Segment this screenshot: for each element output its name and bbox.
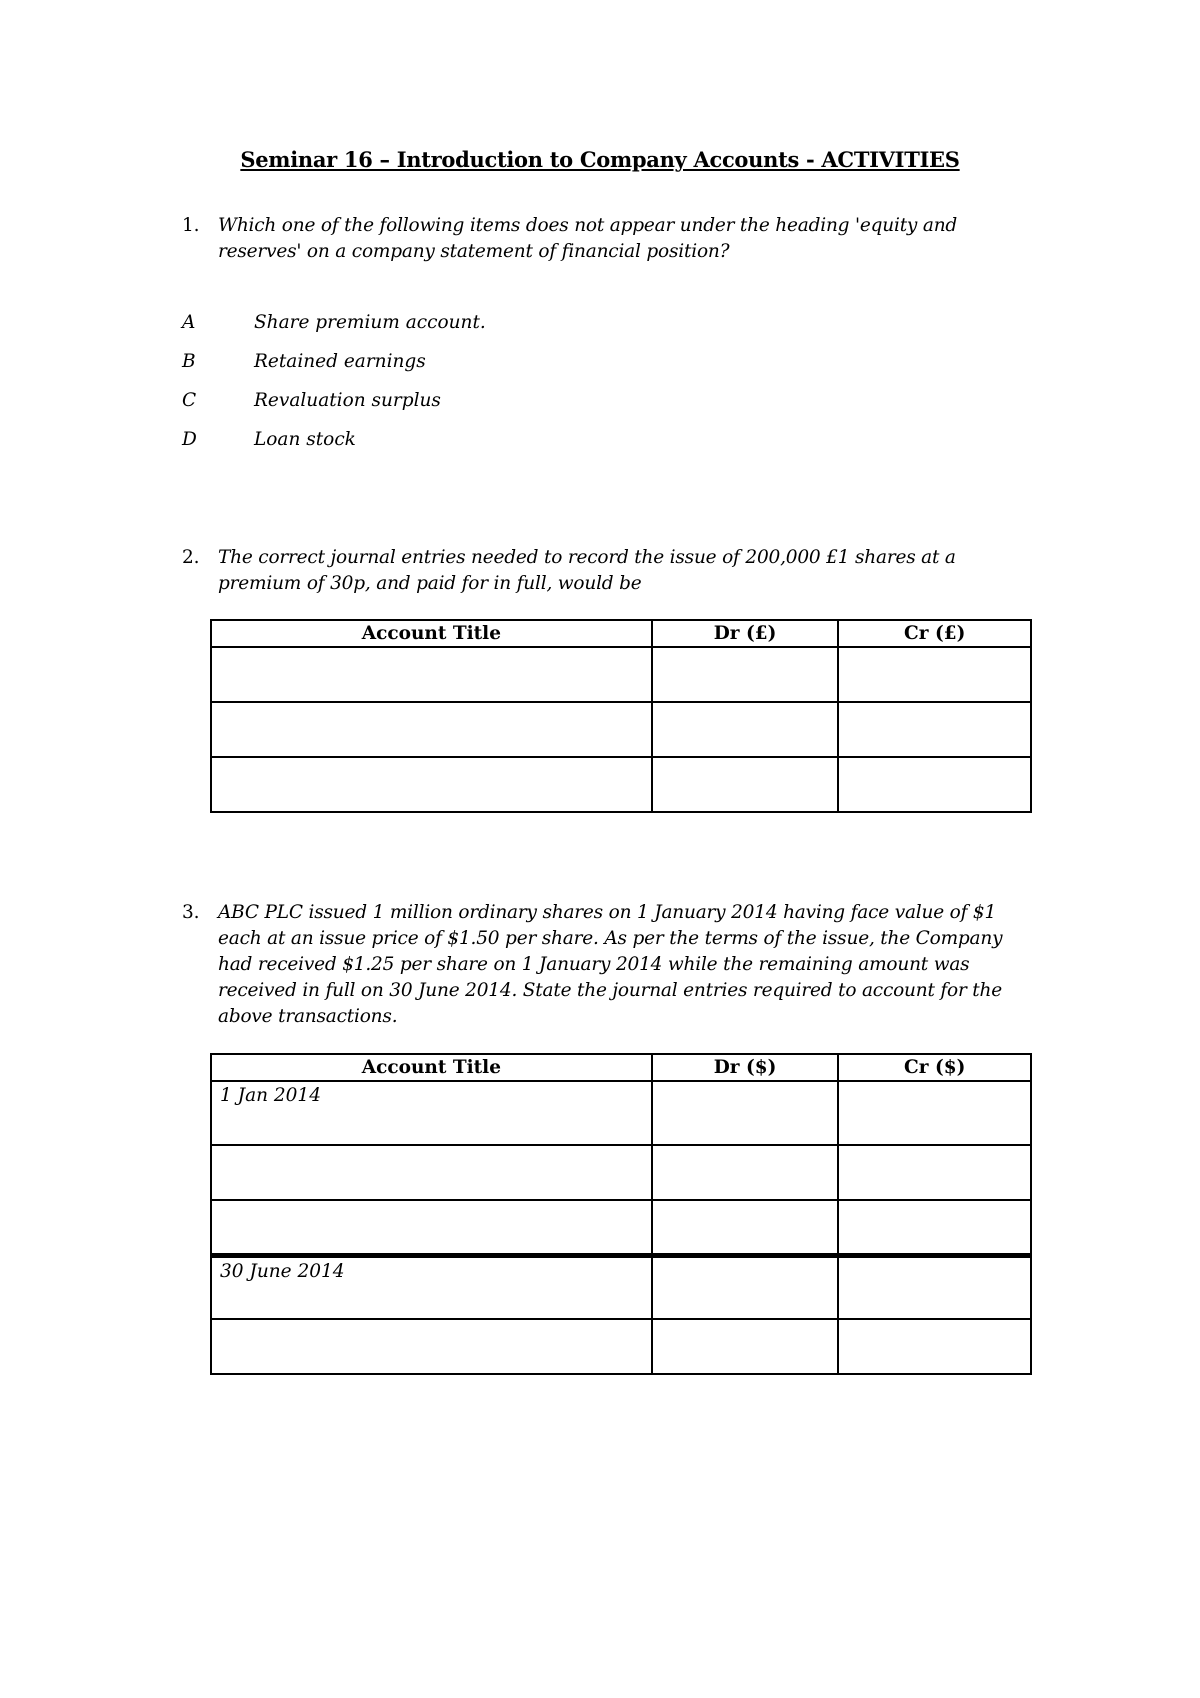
account-cell[interactable] bbox=[211, 702, 652, 757]
debit-cell[interactable] bbox=[652, 702, 839, 757]
account-cell[interactable] bbox=[211, 647, 652, 702]
table-header-row bbox=[211, 620, 1031, 647]
question-3 bbox=[182, 900, 1018, 1030]
table-row bbox=[211, 1255, 1031, 1319]
debit-cell[interactable] bbox=[652, 757, 839, 812]
option-letter: C bbox=[182, 390, 197, 411]
table-row bbox=[211, 1200, 1031, 1255]
account-cell[interactable] bbox=[211, 1200, 652, 1255]
table-row bbox=[211, 702, 1031, 757]
option-letter: D bbox=[182, 429, 197, 450]
account-cell[interactable] bbox=[211, 1081, 652, 1145]
debit-cell[interactable] bbox=[652, 1200, 839, 1255]
header-account-title: Account Title bbox=[211, 1054, 652, 1081]
option-text: Share premium account. bbox=[254, 312, 486, 333]
question-2 bbox=[182, 545, 1018, 597]
credit-cell[interactable] bbox=[838, 1319, 1031, 1374]
header-debit: Dr (£) bbox=[652, 620, 839, 647]
credit-cell[interactable] bbox=[838, 757, 1031, 812]
option-a bbox=[182, 310, 486, 336]
option-d bbox=[182, 427, 356, 453]
debit-cell[interactable] bbox=[652, 1319, 839, 1374]
debit-cell[interactable] bbox=[652, 647, 839, 702]
table-row bbox=[211, 1319, 1031, 1374]
table-header-row bbox=[211, 1054, 1031, 1081]
option-letter: B bbox=[182, 351, 196, 372]
journal-table-q2 bbox=[210, 619, 1032, 813]
table-row bbox=[211, 757, 1031, 812]
question-text: The correct journal entries needed to record the issue of 200,000 £1 shares at a premium of 30p, and paid for in full, would be bbox=[218, 547, 956, 594]
header-credit: Cr (£) bbox=[838, 620, 1031, 647]
credit-cell[interactable] bbox=[838, 1200, 1031, 1255]
credit-cell[interactable] bbox=[838, 647, 1031, 702]
option-b bbox=[182, 349, 426, 375]
account-cell[interactable] bbox=[211, 1255, 652, 1319]
credit-cell[interactable] bbox=[838, 1081, 1031, 1145]
header-debit: Dr ($) bbox=[652, 1054, 839, 1081]
debit-cell[interactable] bbox=[652, 1145, 839, 1200]
question-number: 2. bbox=[182, 547, 200, 568]
option-c bbox=[182, 388, 441, 414]
account-cell[interactable] bbox=[211, 1145, 652, 1200]
table-row bbox=[211, 647, 1031, 702]
table-row bbox=[211, 1145, 1031, 1200]
account-cell[interactable] bbox=[211, 1319, 652, 1374]
page-title: Seminar 16 – Introduction to Company Accounts - ACTIVITIES bbox=[240, 147, 960, 172]
question-text: ABC PLC issued 1 million ordinary shares on 1 January 2014 having face value of $1 each at an issue price of $1.50 per share. As per the terms of the issue, the Company had received $1.25 per share on 1 January 2014 while the remaining amount was received in full on 30 June 2014. State the journal entries required to account for the above transactions. bbox=[218, 902, 1003, 1027]
date-label: 1 Jan 2014 bbox=[220, 1085, 321, 1106]
option-text: Revaluation surplus bbox=[254, 390, 441, 411]
account-cell[interactable] bbox=[211, 757, 652, 812]
debit-cell[interactable] bbox=[652, 1255, 839, 1319]
credit-cell[interactable] bbox=[838, 702, 1031, 757]
credit-cell[interactable] bbox=[838, 1255, 1031, 1319]
option-letter: A bbox=[182, 312, 196, 333]
question-1 bbox=[182, 213, 1018, 265]
question-text: Which one of the following items does not appear under the heading 'equity and reserves' on a company statement of financial position? bbox=[218, 215, 958, 262]
option-text: Loan stock bbox=[254, 429, 356, 450]
date-label: 30 June 2014 bbox=[220, 1260, 345, 1282]
header-account-title: Account Title bbox=[211, 620, 652, 647]
credit-cell[interactable] bbox=[838, 1145, 1031, 1200]
question-number: 3. bbox=[182, 902, 200, 923]
journal-table-q3 bbox=[210, 1053, 1032, 1375]
option-text: Retained earnings bbox=[254, 351, 426, 372]
question-number: 1. bbox=[182, 215, 200, 236]
header-credit: Cr ($) bbox=[838, 1054, 1031, 1081]
debit-cell[interactable] bbox=[652, 1081, 839, 1145]
table-row bbox=[211, 1081, 1031, 1145]
